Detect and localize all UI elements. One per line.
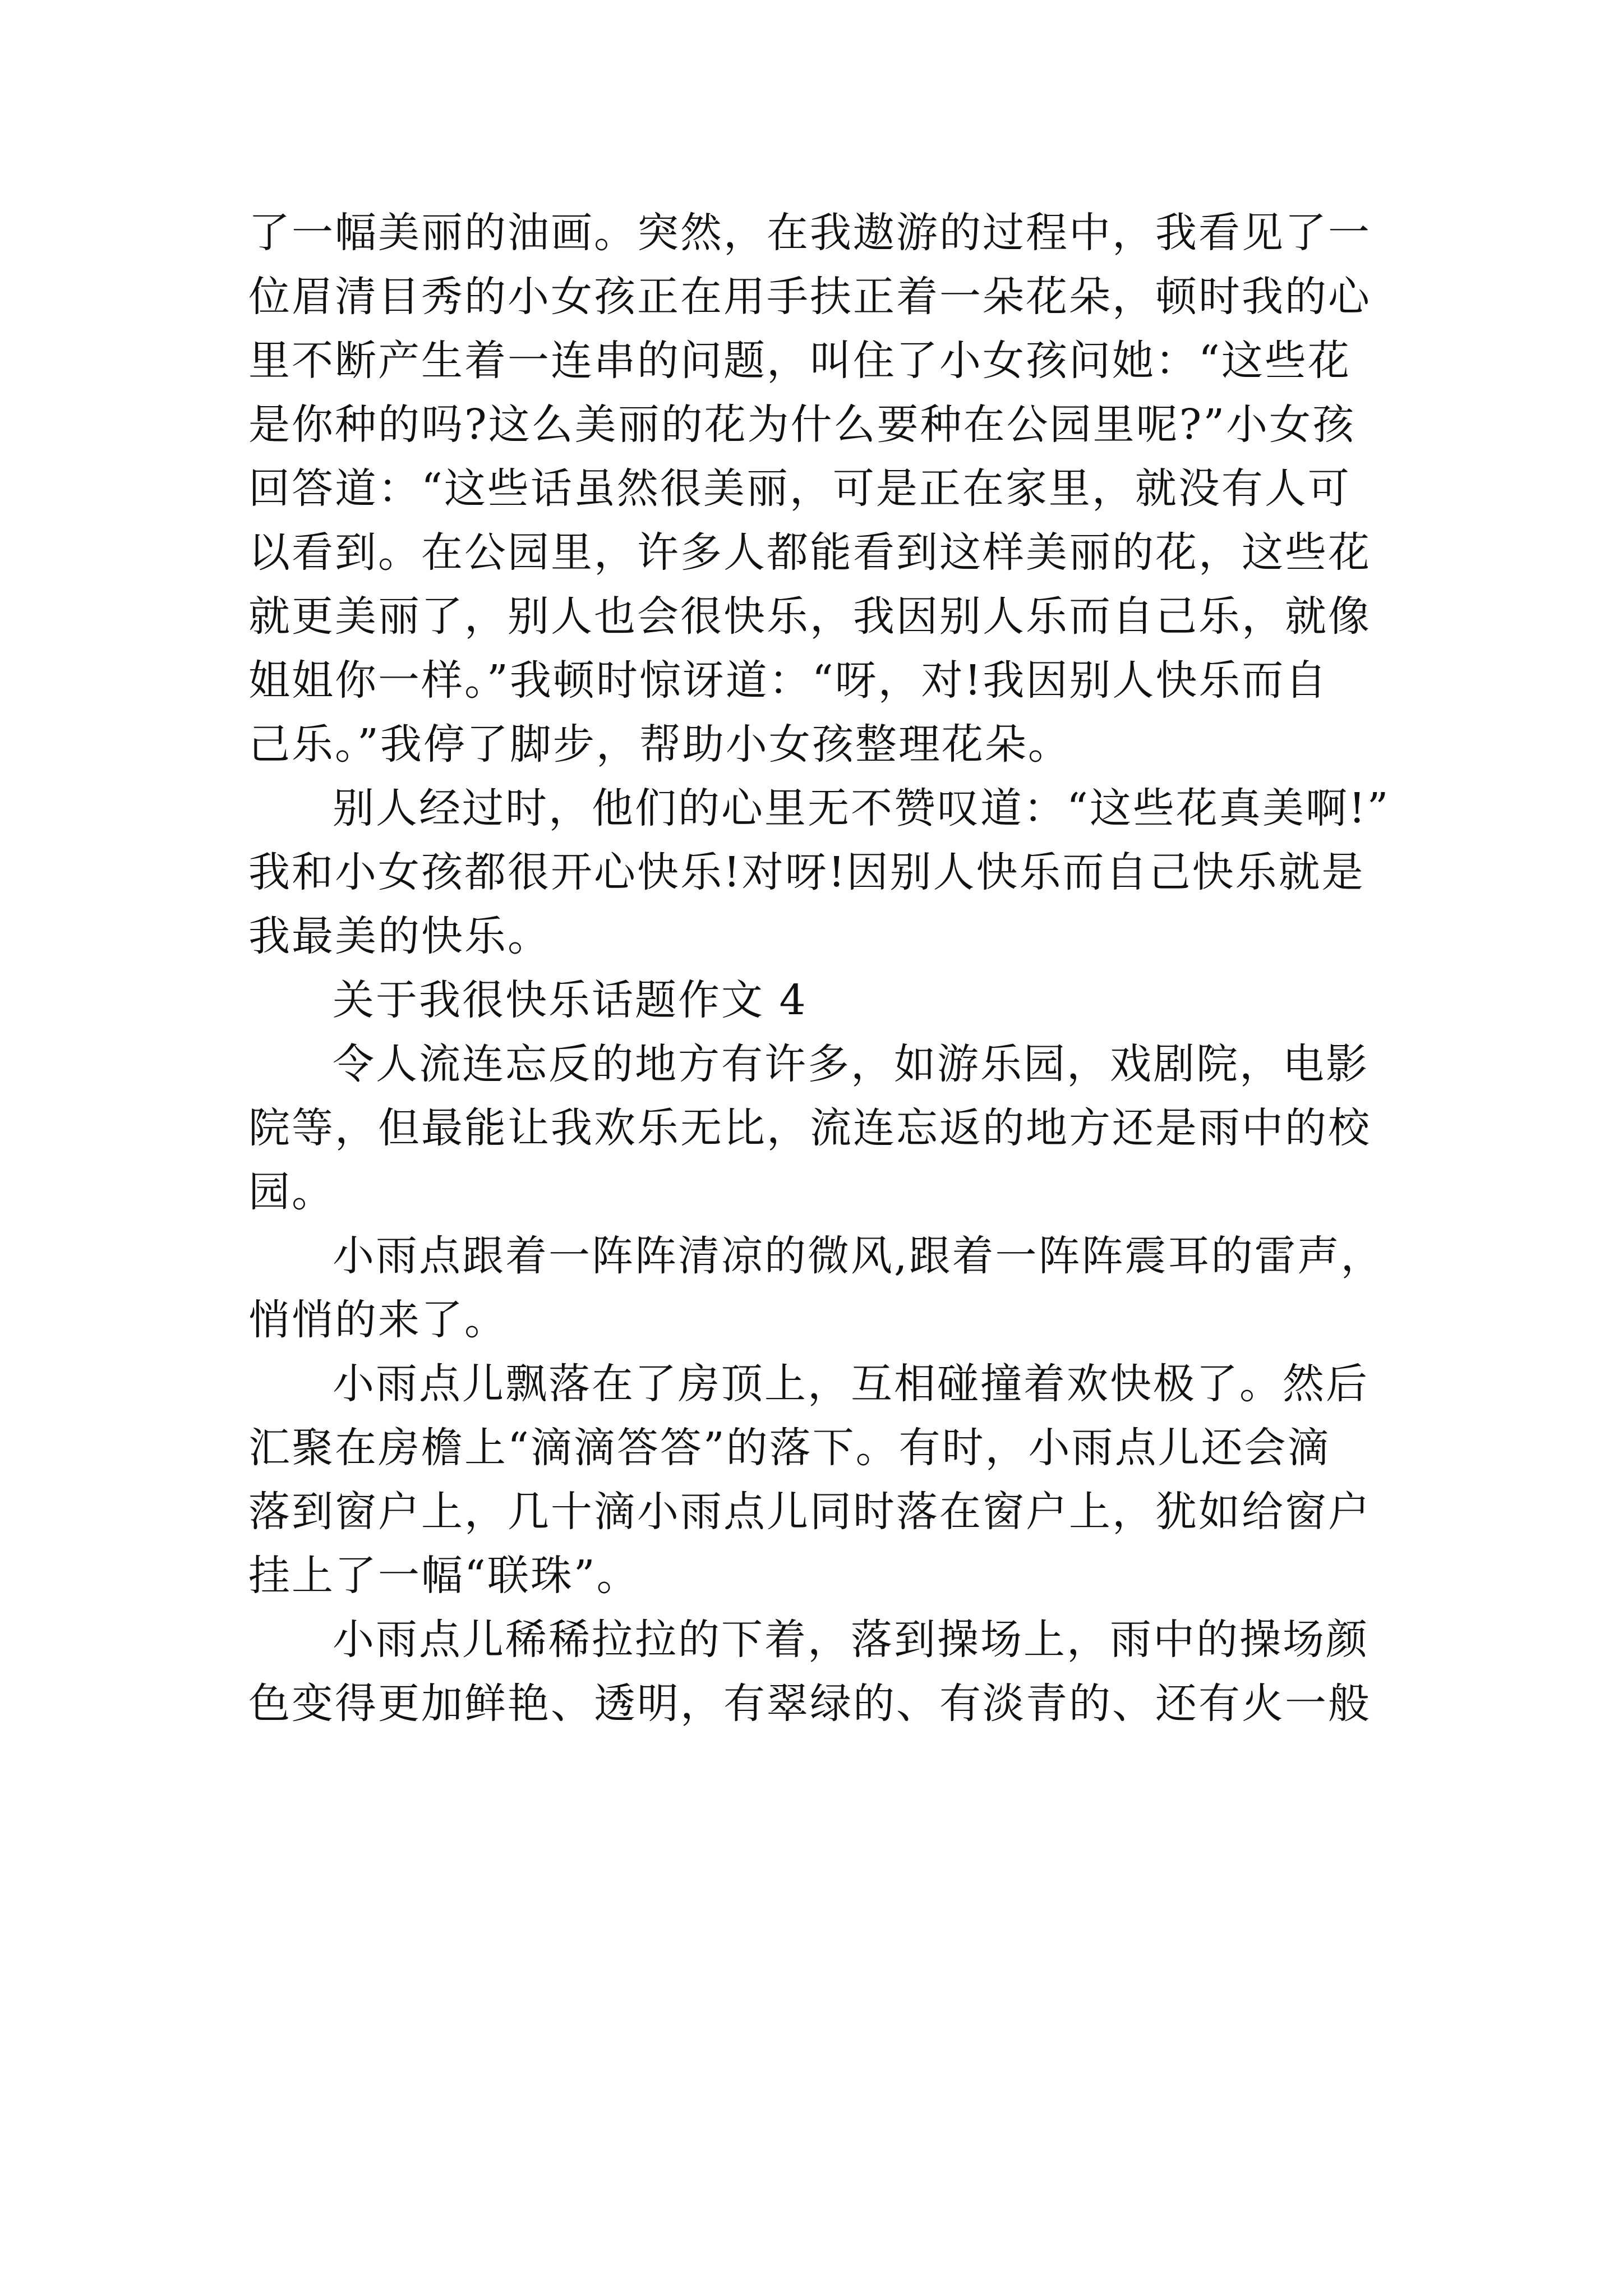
paragraph-6	[248, 1608, 1387, 1736]
text-line: 我最美的快乐。	[248, 912, 551, 960]
text-line: 园。	[248, 1168, 335, 1216]
heading-text: 关于我很快乐话题作文 4	[333, 976, 808, 1024]
text-line: 是你种的吗?这么美丽的花为什么要种在公园里呢?”小女孩	[248, 401, 1356, 449]
text-line: 小雨点儿稀稀拉拉的下着，落到操场上，雨中的操场颜	[333, 1616, 1369, 1664]
text-line: 挂上了一幅“联珠”。	[248, 1552, 640, 1600]
text-line: 己乐。”我停了脚步，帮助小女孩整理花朵。	[248, 720, 1071, 769]
text-line: 令人流连忘反的地方有许多，如游乐园，戏剧院，电影	[333, 1040, 1369, 1088]
text-line: 落到窗户上，几十滴小雨点儿同时落在窗户上，犹如给窗户	[248, 1488, 1371, 1536]
text-line: 姐姐你一样。”我顿时惊讶道：“呀，对!我因别人快乐而自	[248, 656, 1329, 705]
text-line: 以看到。在公园里，许多人都能看到这样美丽的花，这些花	[248, 528, 1371, 577]
text-line: 别人经过时，他们的心里无不赞叹道：“这些花真美啊!”	[333, 784, 1390, 832]
paragraph-3	[248, 1032, 1387, 1224]
text-line: 位眉清目秀的小女孩正在用手扶正着一朵花朵，顿时我的心	[248, 273, 1371, 321]
text-line: 就更美丽了，别人也会很快乐，我因别人乐而自己乐，就像	[248, 592, 1371, 641]
text-line: 我和小女孩都很开心快乐!对呀!因别人快乐而自己快乐就是	[248, 848, 1365, 896]
paragraph-1	[248, 201, 1387, 776]
text-line: 汇聚在房檐上“滴滴答答”的落下。有时，小雨点儿还会滴	[248, 1424, 1331, 1472]
text-line: 里不断产生着一连串的问题，叫住了小女孩问她：“这些花	[248, 337, 1351, 385]
text-line: 回答道：“这些话虽然很美丽，可是正在家里，就没有人可	[248, 464, 1351, 513]
document-body	[248, 201, 1390, 1736]
paragraph-5	[248, 1352, 1387, 1608]
text-line: 悄悄的来了。	[248, 1296, 508, 1344]
paragraph-4	[248, 1224, 1387, 1352]
text-line: 色变得更加鲜艳、透明，有翠绿的、有淡青的、还有火一般	[248, 1680, 1371, 1728]
text-line: 小雨点儿飘落在了房顶上，互相碰撞着欢快极了。然后	[333, 1360, 1369, 1408]
text-line: 了一幅美丽的油画。突然，在我遨游的过程中，我看见了一	[248, 209, 1371, 257]
paragraph-2	[248, 776, 1390, 968]
text-line: 院等，但最能让我欢乐无比，流连忘返的地方还是雨中的校	[248, 1104, 1371, 1152]
text-line: 小雨点跟着一阵阵清凉的微风,跟着一阵阵震耳的雷声，	[333, 1232, 1384, 1280]
section-heading	[248, 968, 1387, 1032]
